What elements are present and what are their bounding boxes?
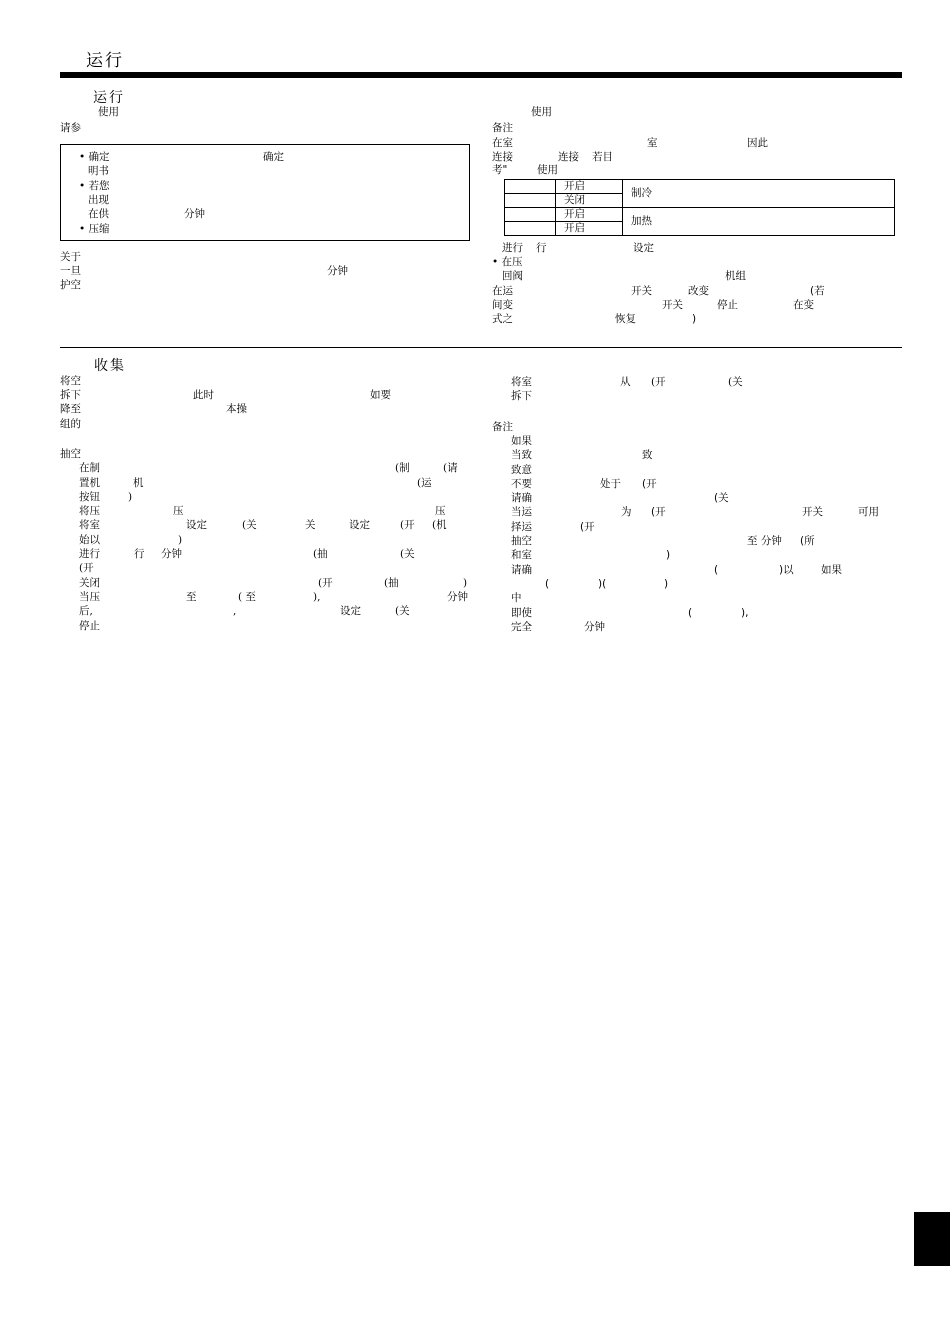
- right-d2: 开关: [631, 285, 652, 297]
- cr-n8b: 至 分钟: [747, 535, 782, 547]
- cr-n10b: (: [714, 564, 719, 576]
- pump-s10: 当压: [79, 591, 100, 603]
- bullet-1-text: 确定: [88, 151, 110, 163]
- cr-n11a: (: [545, 578, 550, 590]
- pump-s6b: ): [178, 534, 183, 546]
- cr-n11c: ): [664, 578, 669, 590]
- mode-table: [504, 179, 895, 236]
- cr-n2: 当致: [511, 449, 532, 461]
- page-edge-tab: [914, 1212, 950, 1266]
- cr-n6d: 开关: [802, 506, 823, 518]
- header-rule: [60, 72, 902, 78]
- bullet-1-line2: 明书: [88, 165, 109, 177]
- pump-s4c: 压: [435, 505, 446, 517]
- cr-n7b: (开: [580, 521, 595, 533]
- right-d1: 在运: [492, 285, 513, 297]
- bullet-2: • 若您: [79, 180, 110, 192]
- cr-n4: 不要: [511, 478, 532, 490]
- right-e4: 在变: [793, 299, 814, 311]
- cr-q1b: 从: [620, 376, 631, 388]
- pump-s7e: (关: [400, 548, 415, 560]
- cr-n9: 和室: [511, 549, 532, 561]
- pump-s7: 进行: [79, 548, 100, 560]
- pump-s2c: (运: [417, 477, 432, 489]
- collect-p2c: 如要: [370, 389, 391, 401]
- mode-blank: [505, 180, 556, 194]
- pump-s5f: (开: [400, 519, 415, 531]
- right-b1-text: 在压: [501, 256, 523, 268]
- pump-s4: 将压: [79, 505, 100, 517]
- mode-heating: 加热: [623, 208, 895, 236]
- right-d3: 改变: [688, 285, 709, 297]
- pump-s5g: (机: [432, 519, 447, 531]
- bullet-1: • 确定: [79, 151, 110, 163]
- cr-n8: 抽空: [511, 535, 532, 547]
- right-r2c: 若目: [592, 151, 613, 163]
- mode-cooling: 制冷: [623, 180, 895, 208]
- pump-s10d: ),: [313, 591, 321, 603]
- pump-s7c: 分钟: [161, 548, 182, 560]
- right-e2: 开关: [662, 299, 683, 311]
- mode-state: 开启: [556, 180, 623, 194]
- pump-s11b: ,: [233, 605, 237, 617]
- pump-s5: 将室: [79, 519, 100, 531]
- pump-s9: 关闭: [79, 577, 100, 589]
- pump-s10e: 分钟: [447, 591, 468, 603]
- pump-s8: (开: [79, 562, 94, 574]
- right-r2a: 连接: [492, 151, 513, 163]
- pump-title: 抽空: [60, 448, 81, 460]
- cr-n13c: ),: [741, 607, 749, 619]
- pump-s10c: ( 至: [238, 591, 256, 603]
- pump-s10b: 至: [186, 591, 197, 603]
- right-r1c: 因此: [747, 137, 768, 149]
- cr-n6: 当运: [511, 506, 532, 518]
- mode-row: [505, 208, 895, 222]
- cr-n2b: 致: [642, 449, 653, 461]
- right-f1: 式之: [492, 313, 513, 325]
- cr-n4c: (开: [642, 478, 657, 490]
- right-d4: (若: [810, 285, 825, 297]
- cr-n10: 请确: [511, 564, 532, 576]
- op-intro: 请参: [60, 122, 81, 134]
- pump-s2: 置机: [79, 477, 100, 489]
- bullet-2-line2: 出现: [88, 194, 109, 206]
- pump-s7d: (抽: [313, 548, 328, 560]
- collect-p1: 将空: [60, 375, 81, 387]
- right-r1a: 在室: [492, 137, 513, 149]
- section-title-collect: 收集: [94, 358, 126, 374]
- cr-n12: 中: [511, 592, 522, 604]
- right-r3b: 使用: [537, 164, 558, 176]
- right-b1: • 在压: [492, 256, 523, 268]
- pump-s1: 在制: [79, 462, 100, 474]
- mode-blank: [505, 222, 556, 236]
- pump-s3b: ): [128, 491, 133, 503]
- right-r1b: 室: [647, 137, 658, 149]
- section-divider: [60, 347, 902, 348]
- about-line-2: 护空: [60, 279, 81, 291]
- right-a3: 设定: [633, 242, 654, 254]
- cr-n13: 即使: [511, 607, 532, 619]
- cr-n10d: 如果: [821, 564, 842, 576]
- collect-p2b: 此时: [193, 389, 214, 401]
- mode-state: 关闭: [556, 194, 623, 208]
- cr-n5: 请确: [511, 492, 532, 504]
- cr-n9b: ): [666, 549, 671, 561]
- mode-state: 开启: [556, 208, 623, 222]
- bullet-1-extra: 确定: [263, 151, 284, 163]
- bullet-2-extra: 分钟: [184, 208, 205, 220]
- cr-n3: 致意: [511, 464, 532, 476]
- pump-s2b: 机: [133, 477, 144, 489]
- mode-blank: [505, 208, 556, 222]
- pump-s1c: (请: [443, 462, 458, 474]
- cr-q1: 将室: [511, 376, 532, 388]
- collect-p2: 拆下: [60, 389, 81, 401]
- cr-q2: 拆下: [511, 390, 532, 402]
- pump-s5c: (关: [242, 519, 257, 531]
- about-line-1: 一旦: [60, 265, 81, 277]
- right-f2: 恢复: [615, 313, 636, 325]
- cr-n11b: )(: [598, 578, 607, 590]
- right-e1: 间变: [492, 299, 513, 311]
- collect-p3: 降至: [60, 403, 81, 415]
- right-e3: 停止: [717, 299, 738, 311]
- mode-blank: [505, 194, 556, 208]
- pump-s12: 停止: [79, 620, 100, 632]
- right-a2: 行: [536, 242, 547, 254]
- cr-n14: 完全: [511, 621, 532, 633]
- cr-n8c: (所: [800, 535, 815, 547]
- about-line-1-extra: 分钟: [327, 265, 348, 277]
- cr-q1c: (开: [651, 376, 666, 388]
- cr-n13b: (: [688, 607, 693, 619]
- pump-s9c: (抽: [384, 577, 399, 589]
- page-title: 运行: [86, 51, 124, 71]
- cr-n6c: (开: [651, 506, 666, 518]
- right-subtitle: 使用: [531, 106, 552, 118]
- collect-p4: 组的: [60, 418, 81, 430]
- cr-n6e: 可用: [858, 506, 879, 518]
- op-subtitle: 使用: [98, 106, 119, 118]
- pump-s6: 始以: [79, 534, 100, 546]
- pump-s5e: 设定: [349, 519, 370, 531]
- pump-s11: 后,: [79, 605, 93, 617]
- cr-n10c: )以: [779, 564, 794, 576]
- cr-n5b: (关: [714, 492, 729, 504]
- pump-s5d: 关: [305, 519, 316, 531]
- pump-s1b: (制: [395, 462, 410, 474]
- right-f3: ): [692, 313, 697, 325]
- cr-note-label: 备注: [492, 421, 513, 433]
- pump-s5b: 设定: [186, 519, 207, 531]
- pump-s3: 按钮: [79, 491, 100, 503]
- bullet-3: • 压缩: [79, 223, 110, 235]
- cr-n7: 择运: [511, 521, 532, 533]
- right-a1: 进行: [502, 242, 523, 254]
- mode-state: 开启: [556, 222, 623, 236]
- cr-q1d: (关: [728, 376, 743, 388]
- right-note-label: 备注: [492, 122, 513, 134]
- about-title: 关于: [60, 251, 81, 263]
- mode-row: [505, 180, 895, 194]
- cr-n4b: 处于: [600, 478, 621, 490]
- pump-s9d: ): [463, 577, 468, 589]
- collect-p3b: 本操: [226, 403, 247, 415]
- pump-s11d: (关: [395, 605, 410, 617]
- pump-s4b: 压: [173, 505, 184, 517]
- pump-s7b: 行: [134, 548, 145, 560]
- cr-n1: 如果: [511, 435, 532, 447]
- bullet-3-text: 压缩: [88, 223, 110, 235]
- pump-s11c: 设定: [340, 605, 361, 617]
- pump-s9b: (开: [318, 577, 333, 589]
- cr-n14b: 分钟: [584, 621, 605, 633]
- cr-n6b: 为: [621, 506, 632, 518]
- bullet-2-line3: 在供: [88, 208, 109, 220]
- section-title-operation: 运行: [93, 90, 125, 106]
- right-r3a: 考": [492, 164, 508, 176]
- bullet-2-text: 若您: [88, 180, 110, 192]
- right-r2b: 连接: [558, 151, 579, 163]
- right-c2: 机组: [725, 270, 746, 282]
- right-c1: 回阀: [502, 270, 523, 282]
